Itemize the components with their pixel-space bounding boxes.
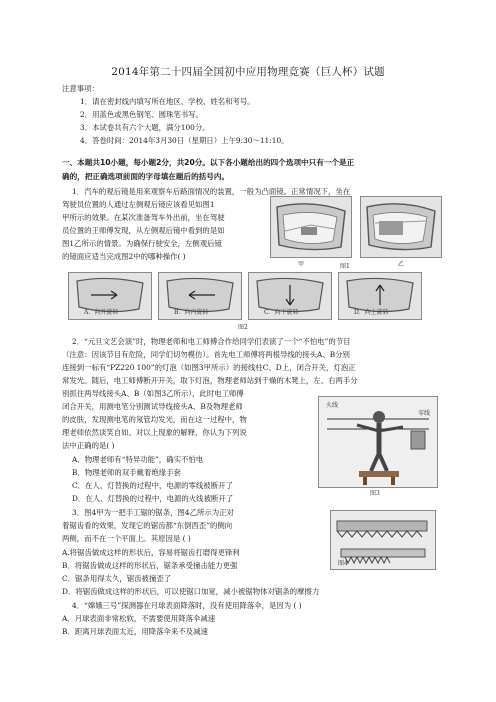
question-3-option-b: B．将锯齿做成这样的形状后，锯条承受撞击能力更强 [62, 561, 238, 570]
question-1-text: 甲所示的效果。在某次准备驾车外出前，坐在驾驶 [62, 213, 225, 222]
notice-item: 4．答卷时间：2014年3月30日（星期日）上午9:30～11:10。 [80, 136, 289, 145]
question-3-text: 3．图4甲为一把手工锯的锯条，图4乙所示为正对 [72, 508, 234, 517]
figure-1-mirror-a [270, 196, 352, 258]
question-2-text: 常发光。随后，电工师傅断开开关，取下灯泡，物理老师站到干燥的木凳上，左、右两手分 [62, 376, 358, 385]
figure-2-option-a: A．向外旋转 [84, 309, 119, 316]
question-4-option-a: A．月球表面非常松软，不需要使用降落伞减速 [62, 614, 216, 623]
question-4-text: 4．“嫦娥三号”探测器在月球表面降落时，没有使用降落伞，是因为 ( ) [72, 601, 302, 610]
question-2-option-b: B．物理老师的双手戴着绝缘手套 [72, 468, 181, 477]
figure-3-label-zero: 零线 [418, 410, 431, 417]
question-2-text: 的皮肤，发现测电笔的氖管均发光，而在这一过程中，物 [62, 415, 247, 424]
question-2-text: 闭合开关，用测电笔分别测试导线接头A、B及物理老师 [62, 402, 243, 411]
question-3-text: 着锯齿看的效果，发现它的锯齿都“东倒西歪”的侧向 [62, 521, 233, 530]
question-2-text: 2．“元旦文艺会演”时，物理老师和电工师傅合作给同学们表演了一个“不怕电”的节目 [72, 337, 351, 346]
figure-3-label-fire: 火线 [326, 402, 339, 409]
question-2-text: 法中正确的是( ) [62, 441, 115, 450]
question-2-option-a: A．物理老师有“特异功能”，确实不怕电 [72, 455, 204, 464]
notice-item: 3．本试卷共有六个大题，满分100分。 [80, 123, 210, 132]
question-2-option-d: D．在人、灯替换的过程中，电源的火线被断开了 [72, 494, 234, 503]
figure-1-label-a: 甲 [298, 261, 305, 268]
figure-1-label-b: 乙 [398, 261, 405, 268]
question-1-text: 的镜面应适当完成图2中的哪种操作( ) [62, 252, 186, 261]
figure-2-option-b: B．向内旋转 [174, 309, 209, 316]
question-1-text: 驾驶员位置的人通过左侧观后镜应该看见如图1 [62, 200, 215, 209]
question-2-option-c: C．在人、灯替换的过程中，电源的零线被断开了 [72, 481, 233, 490]
question-2-text: 理老师依然谈笑自如。对以上现象的解释，你认为下列说 [62, 428, 247, 437]
figure-4-caption: 图4 [338, 560, 348, 567]
figure-2-option-d: D．向上旋转 [354, 309, 389, 316]
question-2-text: （注意：因该节目有危险，同学们切勿模仿）。首先电工师傅将两根导线的接头A、B分别 [62, 350, 350, 359]
notice-item: 2．用蓝色或黑色钢笔、圆珠笔书写。 [80, 110, 203, 119]
question-3-option-a: A.将锯齿做成这样的形状后，容易将锯齿打磨得更锋利 [62, 548, 240, 557]
figure-1-caption: 图1 [340, 263, 350, 270]
question-3-option-c: C．锯条用得太久，锯齿被撞歪了 [62, 574, 172, 583]
section-heading: 确的，把正确选项前面的字母填在题后的括号内。 [62, 172, 230, 181]
question-1-text: 员位置的王师傅发现，从左侧观后镜中看到的是如 [62, 226, 225, 235]
notice-heading: 注意事项： [62, 84, 99, 93]
figure-1-mirror-b [360, 196, 442, 258]
page-title: 2014年第二十四届全国初中应用物理竞赛（巨人杯）试题 [111, 66, 385, 78]
question-1-text: 1．汽车的观后镜是用来观察车后路面情况的装置，一般为凸面镜。正常情况下，坐在 [72, 187, 351, 196]
question-2-text: 连接到一标有“PZ220 100”的灯泡（如图3甲所示）的接线柱C、D上，闭合开关，灯泡正 [62, 363, 356, 372]
question-3-option-d: D．将锯齿做成这样的形状后，可以使锯口加宽，减小被锯物体对锯条的摩擦力 [62, 587, 320, 596]
figure-2-option-c: C．向下旋转 [264, 309, 299, 316]
question-2-text: 别抓住两导线接头A、B（如图3乙所示），此时电工师傅 [62, 389, 244, 398]
question-4-option-b: B．距离月球表面太近，用降落伞来不及减速 [62, 627, 208, 636]
notice-item: 1．请在密封线内填写所在地区、学校、姓名和考号。 [80, 97, 255, 106]
figure-2-caption: 图2 [238, 324, 248, 331]
question-1-text: 图1乙所示的情景。为确保行驶安全，左侧观后镜 [62, 239, 222, 248]
question-3-text: 两侧，而不在一个平面上。其原因是 ( ) [62, 534, 191, 543]
section-heading: 一、本题共10小题，每小题2分，共20分。以下各小题给出的四个选项中只有一个是正 [62, 158, 355, 167]
figure-3-caption: 图3 [370, 490, 380, 497]
